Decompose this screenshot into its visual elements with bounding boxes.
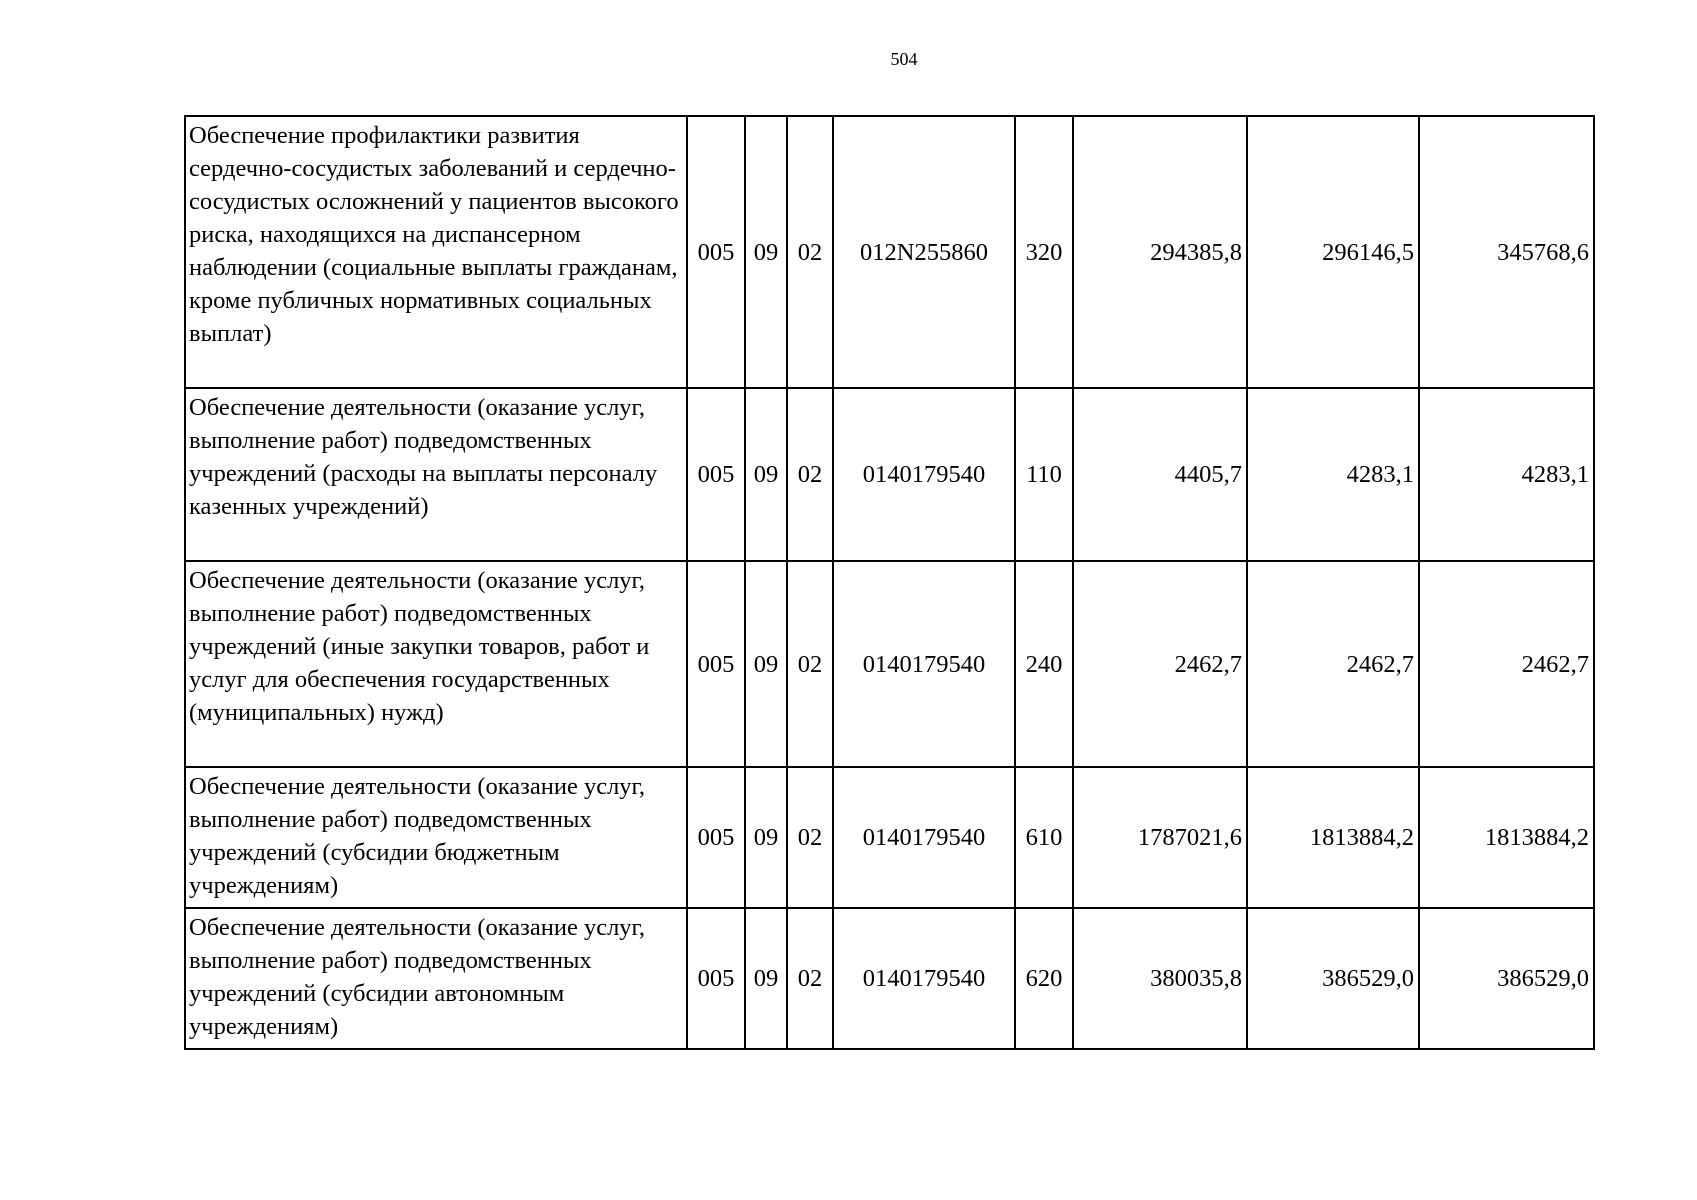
target-article-code: 012N255860	[833, 116, 1015, 388]
row-description: Обеспечение профилактики развития сердечно-сосудистых заболеваний и сердечно-сосудистых осложнений у пациентов высокого риска, находящихся на диспансерном наблюдении (социальные выплаты гражданам, кроме публичных нормативных социальных выплат)	[185, 116, 687, 388]
amount-year-2: 2462,7	[1247, 561, 1419, 767]
row-description: Обеспечение деятельности (оказание услуг, выполнение работ) подведомственных учреждений (субсидии бюджетным учреждениям)	[185, 767, 687, 908]
amount-year-2: 296146,5	[1247, 116, 1419, 388]
section-code: 09	[745, 116, 787, 388]
expense-type-code: 240	[1015, 561, 1073, 767]
page-number: 504	[890, 49, 918, 69]
amount-year-2: 1813884,2	[1247, 767, 1419, 908]
expense-type-code: 320	[1015, 116, 1073, 388]
target-article-code: 0140179540	[833, 561, 1015, 767]
amount-year-3: 1813884,2	[1419, 767, 1594, 908]
expense-type-code: 110	[1015, 388, 1073, 561]
amount-year-3: 386529,0	[1419, 908, 1594, 1049]
table-row	[185, 908, 1594, 1049]
subsection-code: 02	[787, 116, 833, 388]
section-code: 09	[745, 388, 787, 561]
amount-year-3: 4283,1	[1419, 388, 1594, 561]
amount-year-3: 2462,7	[1419, 561, 1594, 767]
ministry-code: 005	[687, 116, 745, 388]
section-code: 09	[745, 561, 787, 767]
budget-table	[184, 115, 1595, 1050]
row-description: Обеспечение деятельности (оказание услуг, выполнение работ) подведомственных учреждений (расходы на выплаты персоналу казенных учреждений)	[185, 388, 687, 561]
table-row	[185, 767, 1594, 908]
amount-year-3: 345768,6	[1419, 116, 1594, 388]
table-row	[185, 116, 1594, 388]
ministry-code: 005	[687, 767, 745, 908]
target-article-code: 0140179540	[833, 908, 1015, 1049]
expense-type-code: 620	[1015, 908, 1073, 1049]
row-description: Обеспечение деятельности (оказание услуг, выполнение работ) подведомственных учреждений (субсидии автономным учреждениям)	[185, 908, 687, 1049]
subsection-code: 02	[787, 908, 833, 1049]
table-row	[185, 388, 1594, 561]
amount-year-1: 2462,7	[1073, 561, 1247, 767]
amount-year-1: 1787021,6	[1073, 767, 1247, 908]
amount-year-2: 4283,1	[1247, 388, 1419, 561]
amount-year-1: 4405,7	[1073, 388, 1247, 561]
amount-year-1: 380035,8	[1073, 908, 1247, 1049]
ministry-code: 005	[687, 561, 745, 767]
subsection-code: 02	[787, 767, 833, 908]
row-description: Обеспечение деятельности (оказание услуг, выполнение работ) подведомственных учреждений (иные закупки товаров, работ и услуг для обеспечения государственных (муниципальных) нужд)	[185, 561, 687, 767]
amount-year-2: 386529,0	[1247, 908, 1419, 1049]
table-row	[185, 561, 1594, 767]
amount-year-1: 294385,8	[1073, 116, 1247, 388]
ministry-code: 005	[687, 388, 745, 561]
expense-type-code: 610	[1015, 767, 1073, 908]
subsection-code: 02	[787, 388, 833, 561]
section-code: 09	[745, 767, 787, 908]
subsection-code: 02	[787, 561, 833, 767]
target-article-code: 0140179540	[833, 767, 1015, 908]
target-article-code: 0140179540	[833, 388, 1015, 561]
section-code: 09	[745, 908, 787, 1049]
ministry-code: 005	[687, 908, 745, 1049]
